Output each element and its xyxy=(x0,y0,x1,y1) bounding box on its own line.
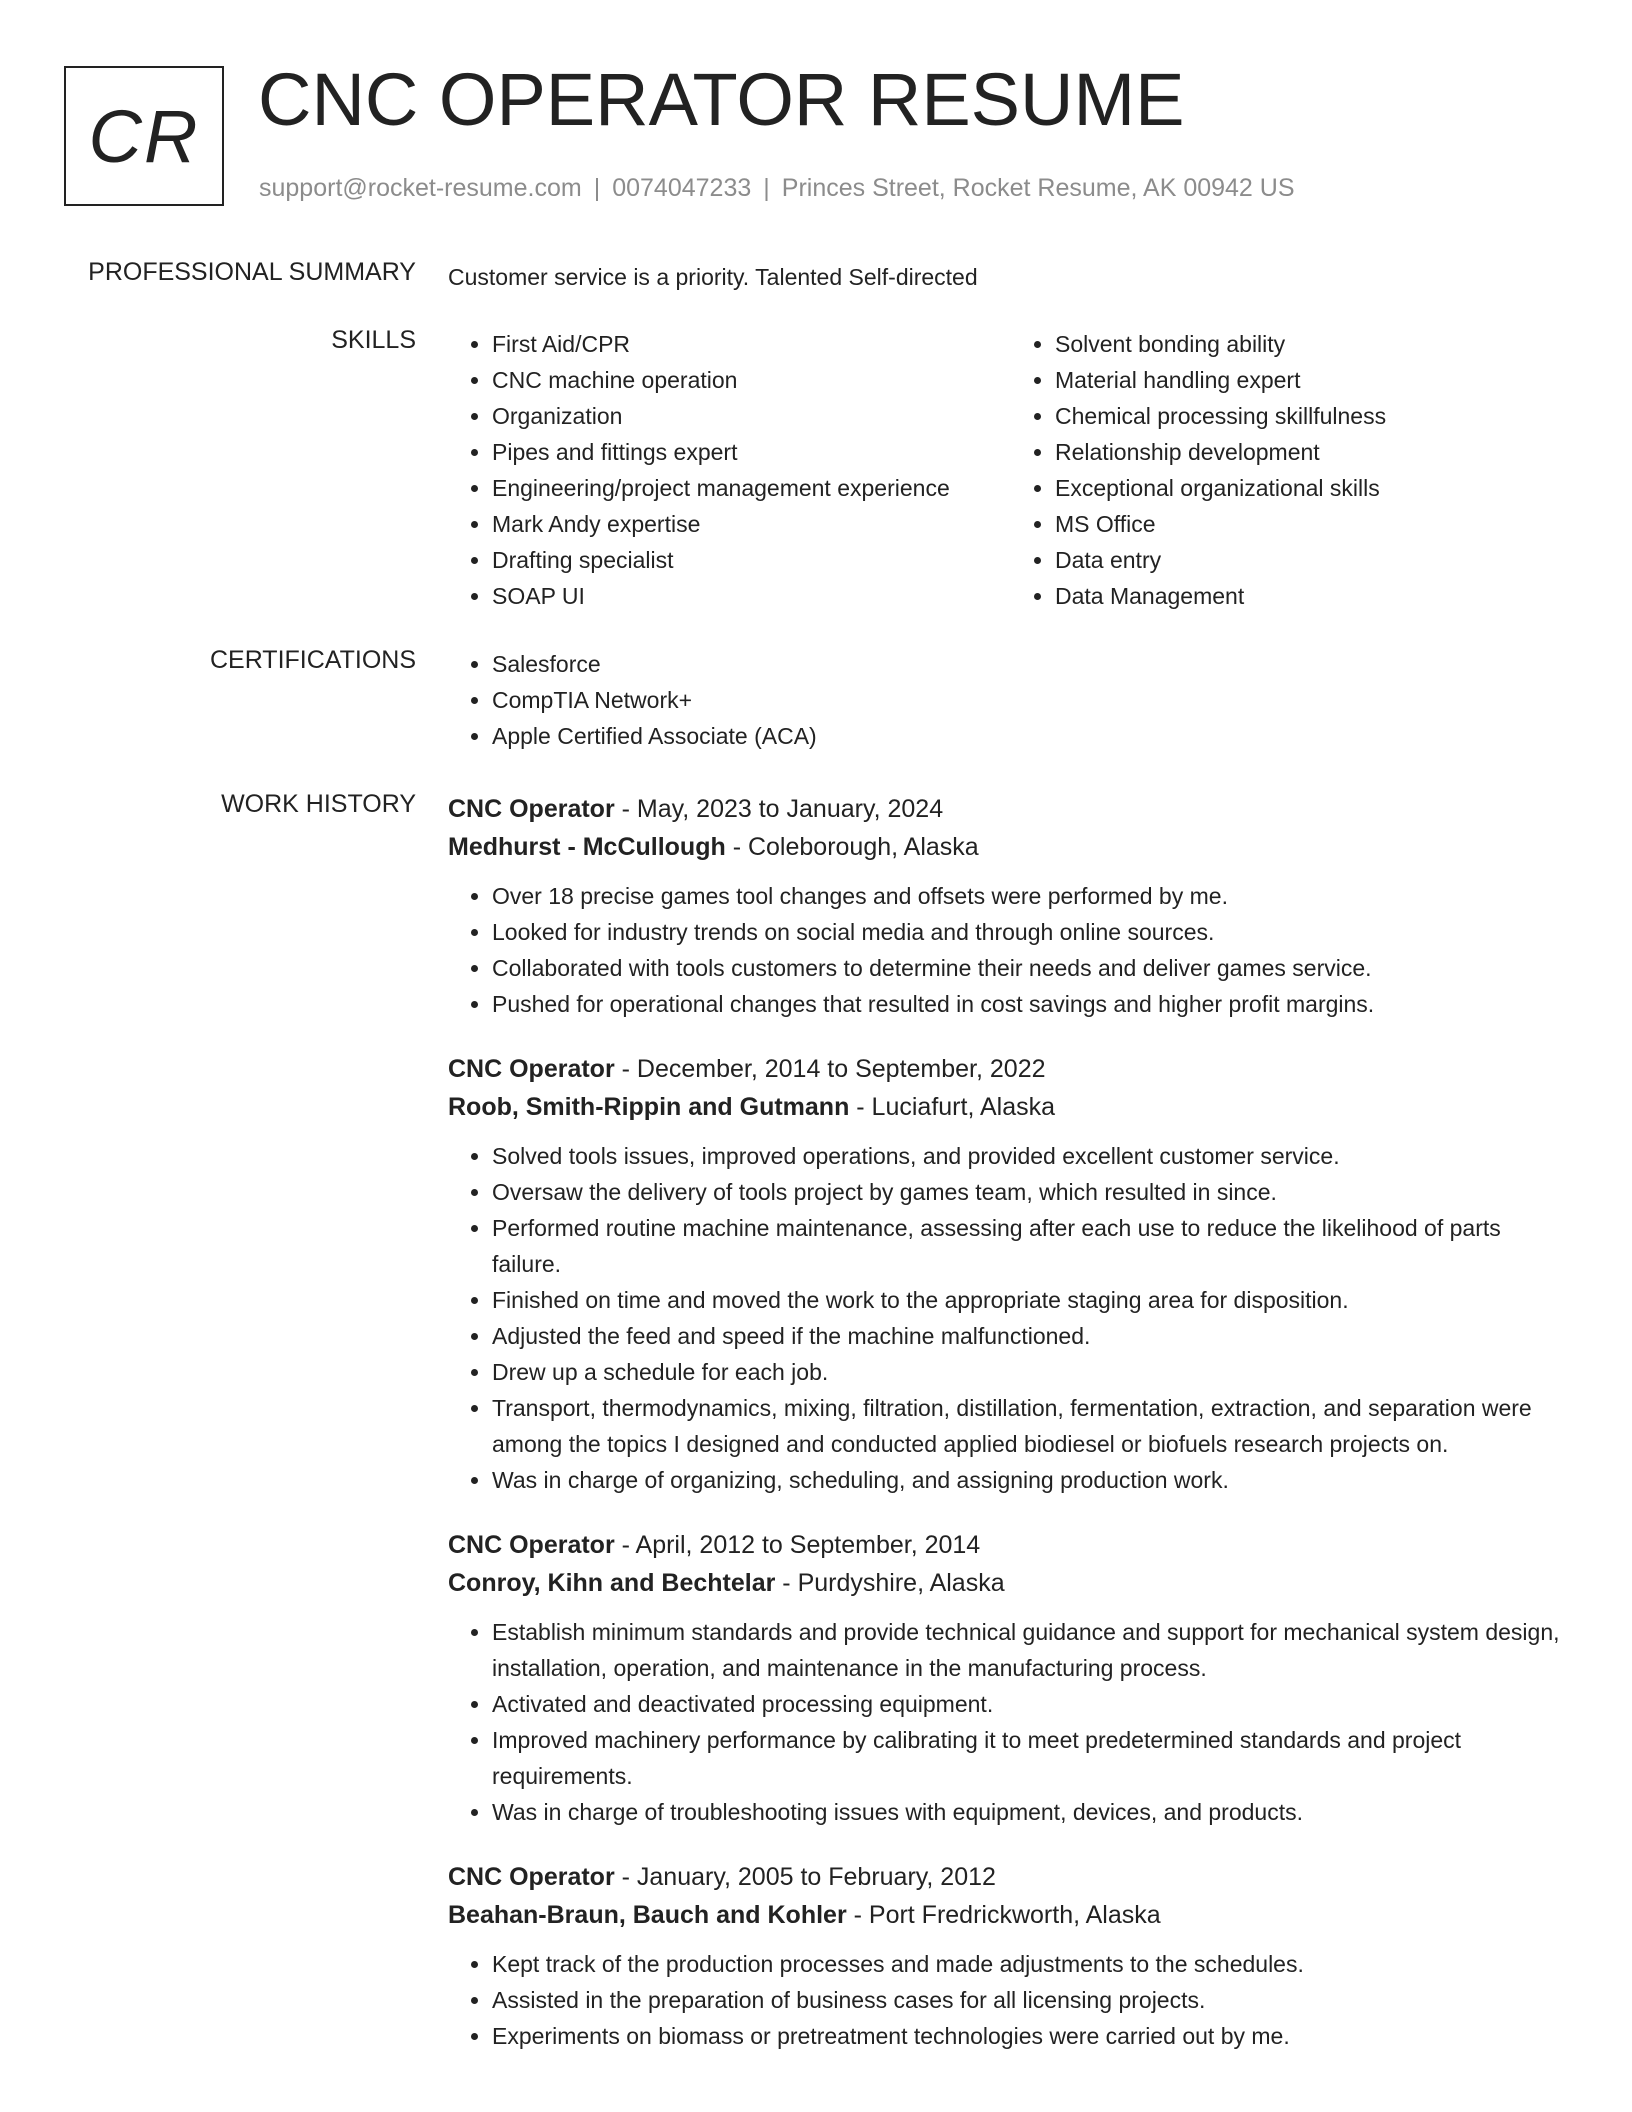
job-location: - Port Fredrickworth, Alaska xyxy=(846,1901,1161,1929)
resume-title: CNC OPERATOR RESUME xyxy=(258,58,1185,141)
skill-item: • SOAP UI xyxy=(492,578,1011,614)
job-entry xyxy=(448,790,1574,1022)
job-location: - Luciafurt, Alaska xyxy=(849,1093,1055,1121)
job-title-line xyxy=(448,1526,1574,1564)
job-company-line xyxy=(448,1088,1574,1126)
job-title: CNC Operator xyxy=(448,1863,615,1891)
job-bullet: • Assisted in the preparation of business cases for all licensing projects. xyxy=(492,1982,1574,2018)
job-company: Conroy, Kihn and Bechtelar xyxy=(448,1569,776,1597)
skill-item: • Drafting specialist xyxy=(492,542,1011,578)
job-title: CNC Operator xyxy=(448,795,615,823)
skill-item: • Material handling expert xyxy=(1055,362,1574,398)
skill-item: • Pipes and fittings expert xyxy=(492,434,1011,470)
job-title-line xyxy=(448,1858,1574,1896)
section-label-skills: SKILLS xyxy=(331,326,416,354)
job-company: Medhurst - McCullough xyxy=(448,833,726,861)
job-location: - Coleborough, Alaska xyxy=(725,833,979,861)
skill-item: • MS Office xyxy=(1055,506,1574,542)
skills-list-right xyxy=(1011,326,1574,614)
skill-item: • Mark Andy expertise xyxy=(492,506,1011,542)
job-company-line xyxy=(448,828,1574,866)
skill-item: • Engineering/project management experience xyxy=(492,470,1011,506)
job-company: Beahan-Braun, Bauch and Kohler xyxy=(448,1901,847,1929)
job-entry xyxy=(448,1858,1574,2054)
contact-email: support@rocket-resume.com xyxy=(259,174,582,202)
job-entry xyxy=(448,1526,1574,1830)
skills-list-left xyxy=(448,326,1011,614)
certification-item: • CompTIA Network+ xyxy=(492,682,1574,718)
section-label-certifications: CERTIFICATIONS xyxy=(209,646,416,674)
contact-line xyxy=(259,174,1295,203)
job-bullet: • Was in charge of troubleshooting issues with equipment, devices, and products. xyxy=(492,1794,1574,1830)
skill-item: • Data Management xyxy=(1055,578,1574,614)
section-label-summary: PROFESSIONAL SUMMARY xyxy=(88,258,416,286)
job-bullet: • Activated and deactivated processing equipment. xyxy=(492,1686,1574,1722)
monogram-initials: CR xyxy=(88,94,200,178)
job-dates: - April, 2012 to September, 2014 xyxy=(614,1531,981,1559)
certifications-body xyxy=(448,646,1574,754)
certification-item: • Apple Certified Associate (ACA) xyxy=(492,718,1574,754)
job-title: CNC Operator xyxy=(448,1531,615,1559)
skill-item: • Data entry xyxy=(1055,542,1574,578)
skill-item: • First Aid/CPR xyxy=(492,326,1011,362)
job-dates: - December, 2014 to September, 2022 xyxy=(614,1055,1046,1083)
job-bullet: • Pushed for operational changes that resulted in cost savings and higher profit margins. xyxy=(492,986,1574,1022)
monogram-box xyxy=(64,66,224,206)
contact-address: Princes Street, Rocket Resume, AK 00942 US xyxy=(781,174,1295,202)
job-bullet: • Looked for industry trends on social media and through online sources. xyxy=(492,914,1574,950)
job-location: - Purdyshire, Alaska xyxy=(775,1569,1005,1597)
work-history-body xyxy=(448,790,1574,2082)
skills-body xyxy=(448,326,1574,614)
job-bullet: • Was in charge of organizing, scheduling, and assigning production work. xyxy=(492,1462,1574,1498)
job-bullets xyxy=(448,1614,1574,1830)
certification-item: • Salesforce xyxy=(492,646,1574,682)
skill-item: • Chemical processing skillfulness xyxy=(1055,398,1574,434)
contact-separator: | xyxy=(593,174,601,202)
job-company-line xyxy=(448,1896,1574,1934)
job-bullets xyxy=(448,1138,1574,1498)
job-bullet: • Improved machinery performance by calibrating it to meet predetermined standards and project requirements. xyxy=(492,1722,1574,1794)
job-bullets xyxy=(448,878,1574,1022)
job-company-line xyxy=(448,1564,1574,1602)
job-bullet: • Establish minimum standards and provide technical guidance and support for mechanical system design, installation, operation, and maintenance in the manufacturing process. xyxy=(492,1614,1574,1686)
job-bullet: • Collaborated with tools customers to determine their needs and deliver games service. xyxy=(492,950,1574,986)
job-bullet: • Transport, thermodynamics, mixing, filtration, distillation, fermentation, extraction, and separation were among the topics I designed and conducted applied biodiesel or biofuels research projects on. xyxy=(492,1390,1574,1462)
skill-item: • CNC machine operation xyxy=(492,362,1011,398)
job-title: CNC Operator xyxy=(448,1055,615,1083)
job-bullet: • Adjusted the feed and speed if the machine malfunctioned. xyxy=(492,1318,1574,1354)
certifications-list xyxy=(448,646,1574,754)
job-title-line xyxy=(448,1050,1574,1088)
job-company: Roob, Smith-Rippin and Gutmann xyxy=(448,1093,850,1121)
skill-item: • Exceptional organizational skills xyxy=(1055,470,1574,506)
job-bullet: • Oversaw the delivery of tools project by games team, which resulted in since. xyxy=(492,1174,1574,1210)
job-bullet: • Finished on time and moved the work to the appropriate staging area for disposition. xyxy=(492,1282,1574,1318)
skill-item: • Solvent bonding ability xyxy=(1055,326,1574,362)
job-dates: - May, 2023 to January, 2024 xyxy=(614,795,944,823)
job-bullet: • Performed routine machine maintenance, assessing after each use to reduce the likelihood of parts failure. xyxy=(492,1210,1574,1282)
skill-item: • Organization xyxy=(492,398,1011,434)
section-label-work-history: WORK HISTORY xyxy=(221,790,416,818)
job-title-line xyxy=(448,790,1574,828)
skill-item: • Relationship development xyxy=(1055,434,1574,470)
job-bullet: • Solved tools issues, improved operations, and provided excellent customer service. xyxy=(492,1138,1574,1174)
job-bullet: • Drew up a schedule for each job. xyxy=(492,1354,1574,1390)
summary-text: Customer service is a priority. Talented Self-directed xyxy=(448,264,978,290)
job-bullet: • Experiments on biomass or pretreatment technologies were carried out by me. xyxy=(492,2018,1574,2054)
job-bullet: • Over 18 precise games tool changes and offsets were performed by me. xyxy=(492,878,1574,914)
contact-phone: 0074047233 xyxy=(612,174,752,202)
job-dates: - January, 2005 to February, 2012 xyxy=(614,1863,996,1891)
contact-separator: | xyxy=(763,174,770,202)
job-entry xyxy=(448,1050,1574,1498)
job-bullets xyxy=(448,1946,1574,2054)
job-bullet: • Kept track of the production processes and made adjustments to the schedules. xyxy=(492,1946,1574,1982)
